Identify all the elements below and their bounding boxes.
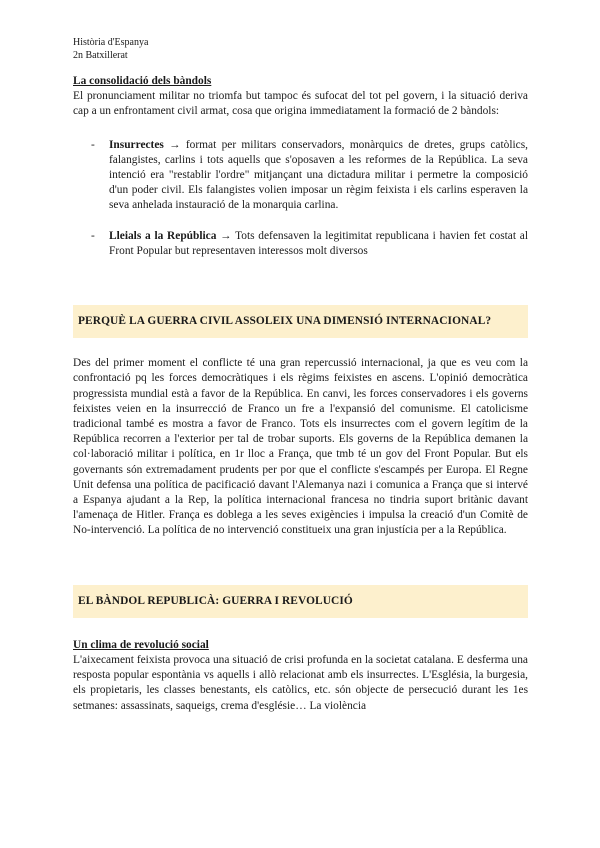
revolucio-paragraph: L'aixecament feixista provoca una situació de crisi profunda en la societat catalana. E desferma una resposta popular espontània vs aquells i allò relacionat amb els insurrectes. L'Església, la burgesia, els propietaris, les classes benestants, els catòlics, etc. són objecte de persecució durant les 1es setmanes: assassinats, saqueigs, crema d'esglésie… La violència xyxy=(73,654,528,712)
bullet-term: Lleials a la República xyxy=(109,229,217,242)
bullet-dash: - xyxy=(91,138,95,151)
list-item xyxy=(73,138,528,214)
section-subtitle-revolucio: Un clima de revolució social xyxy=(73,638,209,651)
page-header xyxy=(73,36,148,62)
document-content xyxy=(73,74,528,714)
header-level: 2n Batxillerat xyxy=(73,50,128,61)
internacional-paragraph: Des del primer moment el conflicte té una gran repercussió internacional, ja que es veu com la confrontació pq les forces democràtiques i els règims feixistes en ascens. L'opinió democràtica progressista mundial està a favor de la República. En canvi, les forces conservadores i els governs feixistes veien en la insurrecció de Franco un fre a l'expansió del comunisme. El catolicisme tradicional també es mostra a favor de Franco. Tots els insurrectes com el govern legítim de la República recorren a l'exterior per tal de trobar suports. Els governs de la República demanen la col·laboració militar i política, en 1r lloc a França, que tmb té un gov del Front Popular. But els governants són extremadament prudents per por que el conflicte s'escampés per Europa. El Regne Unit defensa una política de pacificació davant l'Alemanya nazi i comunica a França que si intervé a Espanya ajudant a la Rep, la política internacional francesa no tindria suport britànic davant l'amenaça de Hitler. França es doblega a les seves exigències i impulsa la creació d'un Comitè de No-intervenció. La política de no intervenció constitueix una gran injustícia per a la República. xyxy=(73,357,528,537)
intro-paragraph: El pronunciament militar no triomfa but tampoc és sufocat del tot pel govern, i la situació deriva cap a un enfrontament civil armat, cosa que origina immediatament la formació de 2 bàndols: xyxy=(73,90,528,118)
bullet-term: Insurrectes → xyxy=(109,138,181,151)
section-heading-republica: EL BÀNDOL REPUBLICÀ: GUERRA I REVOLUCIÓ xyxy=(73,585,528,618)
bandols-list xyxy=(73,138,528,259)
bullet-dash: - xyxy=(91,229,95,242)
section-subtitle-consolidacio: La consolidació dels bàndols xyxy=(73,75,212,87)
header-course: Història d'Espanya xyxy=(73,37,149,48)
bullet-text: → Tots defensaven la legitimitat republicana i havien fet costat al Front Popular but representaven interessos molt diversos xyxy=(109,229,528,257)
bullet-text: format per militars conservadors, monàrquics de dretes, grups catòlics, falangistes, carlins i tots aquells que s'oposaven a les reformes de la República. La seva intenció era "restablir l'ordre" mitjançant una dictadura militar i permetre la composició d'un poder civil. Els falangistes volien imposar un règim feixista i els carlins esperaven la seva anhelada instauració de la monarquia carlina. xyxy=(109,138,529,212)
section-heading-internacional: PERQUÈ LA GUERRA CIVIL ASSOLEIX UNA DIMENSIÓ INTERNACIONAL? xyxy=(73,305,528,338)
list-item xyxy=(73,229,528,259)
